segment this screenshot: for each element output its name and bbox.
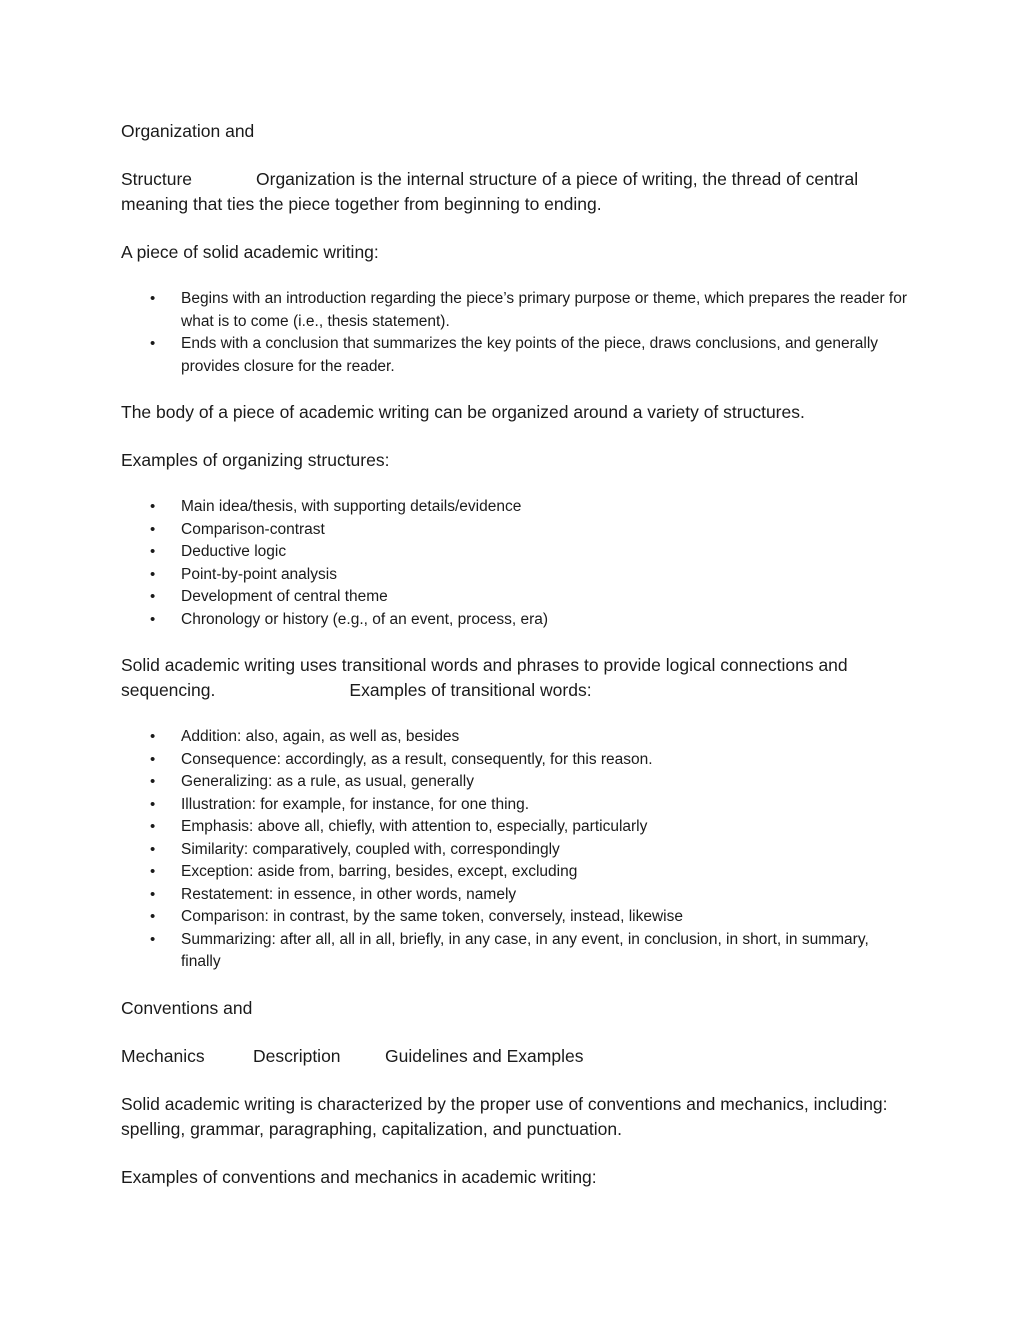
bullet-icon: • [150,610,156,628]
bullet-icon: • [150,908,156,925]
bullet-icon: • [150,543,156,560]
list-item [121,541,911,564]
list-item-text: Summarizing: after all, all in all, briefly, in any case, in any event, in conclusion, in short, in summary, finally [181,930,869,970]
bullet-icon: • [150,335,156,352]
list-item [121,726,911,749]
bullet-icon: • [150,728,156,745]
list-item [121,839,911,862]
column-mechanics: Mechanics [121,1045,205,1066]
list-item-text: Consequence: accordingly, as a result, consequently, for this reason. [181,750,653,768]
list-item-text: Generalizing: as a rule, as usual, generally [181,773,474,790]
conventions-statement: Solid academic writing is characterized by the proper use of conventions and mechanics, including: spelling, grammar, paragraphing, capitalization, and punctuation. [121,1093,888,1139]
list-item [121,929,911,974]
column-description: Description [253,1045,341,1066]
column-guidelines: Guidelines and Examples [385,1045,584,1066]
list-item-text: Ends with a conclusion that summarizes the key points of the piece, draws conclusions, and generally provides closure for the reader. [181,335,879,375]
bullet-icon: • [150,863,156,880]
list-item-text: Comparison-contrast [181,520,325,538]
list-item [121,288,911,333]
bullet-icon: • [150,840,156,858]
list-item [121,906,911,929]
solid-writing-list [121,288,911,378]
list-item-text: Chronology or history (e.g., of an event, process, era) [181,610,549,628]
bullet-icon: • [150,565,156,583]
heading-line: Organization and [121,121,255,141]
bullet-icon: • [150,290,156,307]
list-item-text: Begins with an introduction regarding the piece’s primary purpose or theme, which prepares the reader for what is to come (i.e., thesis statement). [181,290,908,330]
term-structure: Structure [121,169,192,189]
bullet-icon: • [150,520,156,538]
bullet-icon: • [150,795,156,813]
list-item-text: Main idea/thesis, with supporting details/evidence [181,498,522,515]
document-content [121,119,911,1213]
list-item [121,749,911,772]
bullet-icon: • [150,773,156,790]
list-item-text: Deductive logic [181,543,287,560]
bullet-icon: • [150,588,156,605]
list-item [121,794,911,817]
bullet-icon: • [150,750,156,768]
list-item-text: Comparison: in contrast, by the same token, conversely, instead, likewise [181,908,683,925]
transitional-statement [121,653,911,703]
list-item-text: Addition: also, again, as well as, besides [181,728,460,745]
list-item-text: Restatement: in essence, in other words, namely [181,885,517,903]
list-item-text: Illustration: for example, for instance, for one thing. [181,795,530,813]
list-item [121,519,911,542]
list-item-text: Similarity: comparatively, coupled with, correspondingly [181,840,560,858]
list-item [121,496,911,519]
list-item [121,861,911,884]
list-item [121,564,911,587]
transitional-list [121,726,911,974]
bullet-icon: • [150,930,156,948]
structures-list [121,496,911,631]
bullet-icon: • [150,498,156,515]
solid-writing-intro: A piece of solid academic writing: [121,242,379,262]
conventions-columns [121,1044,911,1069]
section-heading-organization [121,119,911,144]
organization-definition [121,167,911,217]
list-item [121,586,911,609]
conventions-examples-label: Examples of conventions and mechanics in academic writing: [121,1166,597,1187]
body-statement: The body of a piece of academic writing can be organized around a variety of structures. [121,402,805,422]
transitional-label: Examples of transitional words: [349,680,592,700]
section-heading-conventions: Conventions and [121,997,253,1018]
examples-structures-label: Examples of organizing structures: [121,450,390,470]
definition-text: Organization is the internal structure of a piece of writing, the thread of central meaning that ties the piece together from beginning to ending. [121,169,859,214]
list-item-text: Point-by-point analysis [181,565,337,583]
list-item-text: Exception: aside from, barring, besides, except, excluding [181,863,578,880]
list-item [121,609,911,632]
list-item [121,333,911,378]
list-item-text: Development of central theme [181,588,388,605]
list-item-text: Emphasis: above all, chiefly, with attention to, especially, particularly [181,818,648,835]
list-item [121,884,911,907]
bullet-icon: • [150,818,156,835]
transitional-statement-text: Solid academic writing uses transitional words and phrases to provide logical connections and sequencing. [121,655,848,700]
list-item [121,771,911,794]
bullet-icon: • [150,885,156,903]
list-item [121,816,911,839]
